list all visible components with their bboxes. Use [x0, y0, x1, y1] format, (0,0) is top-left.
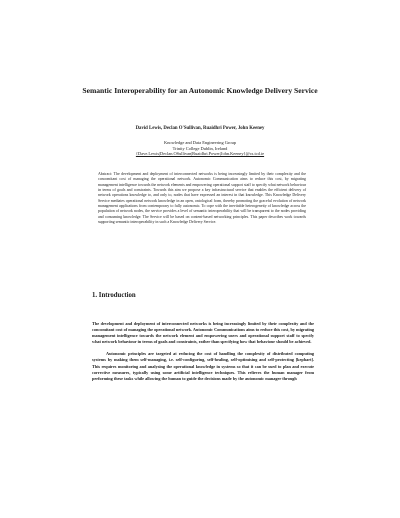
affiliation-block — [40, 140, 360, 157]
author-list: David Lewis, Declan O'Sullivan, Ruaidhri Power, John Keeney — [135, 126, 265, 131]
affiliation-org: Trinity College Dublin, Ireland — [172, 145, 228, 151]
affiliation-group: Knowledge and Data Engineering Group — [164, 140, 236, 145]
body-paragraph: Autonomic principles are targeted at reducing the cost of handling the complexity of distributed computing systems by making them self-managing, i.e. self-configuring, self-healing, self-optimising and self-protecting [kephart]. This requires monitoring and analysing the operational knowledge in systems so that it can be used to plan and execute corrective measures, typically using some artificial intelligence techniques. This relieves the human manager from performing these tasks while allowing the human to guide the decisions made by the autonomic manager through — [92, 351, 314, 381]
paper-title: Semantic Interoperability for an Autonomic Knowledge Delivery Service — [82, 86, 318, 95]
section-body — [92, 321, 314, 382]
section-heading: 1. Introduction — [92, 292, 136, 299]
author-emails[interactable]: {Dave.Lewis|Declan.OSullivan|Ruaidhri.Power|John.Keeney}@cs.tcd.ie — [135, 151, 265, 157]
abstract: Abstract: The development and deployment of interconnected networks is being increasingly limited by their complexity and the concomitant cost of managing the operational network. Autonomic Communication aims to reduce this cost, by migrating management intelligence towards the network elements and empowering operational support staff to specify what network behaviour in terms of goals and constraints. Towards this aim we propose a key infrastructural service that enables the efficient delivery of network operations knowledge to, and only to, nodes that have expressed an interest in that knowledge. This Knowledge Delivery Service mediates operational network knowledge in an open, ontological form, thereby promoting the graceful evolution of network management applications from contemporary to fully autonomic. To cope with the inevitable heterogeneity of knowledge across the population of network nodes, the service provides a level of semantic interoperability that will be transparent to the nodes providing and consuming knowledge. The Service will be based on content-based networking principles. This paper describes work towards supporting semantic interoperability in such a Knowledge Delivery Service. — [98, 172, 306, 225]
body-paragraph: The development and deployment of interconnected networks is being increasingly limited by their complexity and the concomitant cost of managing the operational network. Autonomic Communications aims to reduce this cost, by migrating management intelligence towards the network element and empowering users and operational support staff to specify what network behaviour in terms of goals and constraints, rather than specifying how that behaviour should be achieved. — [92, 321, 314, 345]
